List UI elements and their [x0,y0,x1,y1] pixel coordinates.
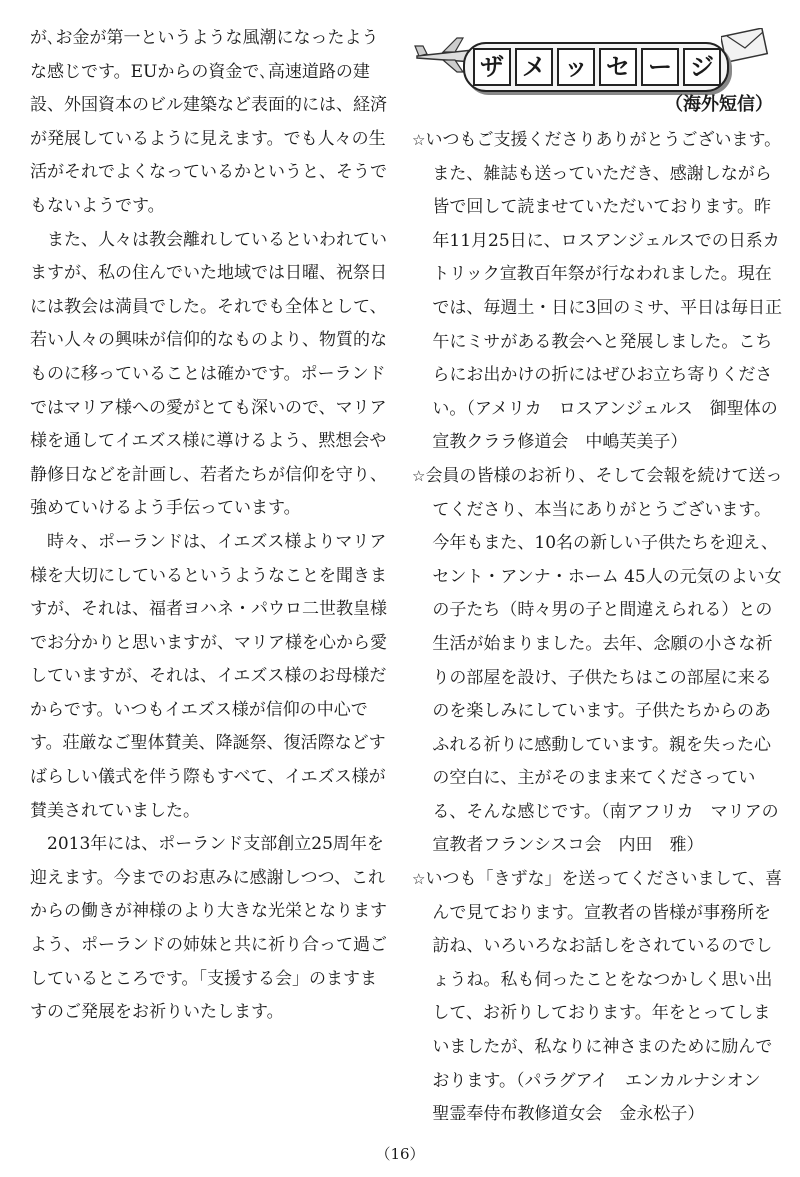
section-subtitle: （海外短信） [665,94,773,115]
star-icon: ☆ [412,466,426,485]
star-icon: ☆ [412,870,426,889]
left-column [30,22,390,1030]
paragraph: 2013年には、ポーランド支部創立25周年を迎えます。今までのお恵みに感謝しつつ、これからの働きが神様のより大きな光栄となりますよう、ポーランドの姉妹と共に祈り合って過ごしているところです。「支援する会」のますますのご発展をお祈りいたします。 [30,834,387,1023]
paragraph: また、人々は教会離れしているといわれていますが、私の住んでいた地域では日曜、祝祭日には教会は満員でした。それでも全体として、若い人々の興味が信仰的なものより、物質的なものに移っていることは確かです。ポーランドではマリア様への愛がとても深いので、マリア様を通してイエズス様に導けるよう、黙想会や静修日などを計画し、若者たちが信仰を守り、強めていけるよう手伝っています。 [30,229,387,519]
message-item [412,863,784,1132]
message-item [412,460,784,863]
right-column [412,124,784,1132]
message-text: 会員の皆様のお祈り、そして会報を続けて送ってくださり、本当にありがとうございます。今年もまた、10名の新しい子供たちを迎え、セント・アンナ・ホーム 45人の元気のよい女の子たち（時々男の子と間違えられる）との生活が始まりました。去年、念願の小さな祈りの部屋を設け、子供たちはこの部屋に来るのを楽しみにしています。子供たちからのあふれる祈りに感動しています。親を失った心の空白に、主がそのまま来てくださっている、そんな感じです。（南アフリカ マリアの宣教者フランシスコ会 内田 雅） [425,465,783,856]
title-band [463,42,729,92]
section-header [413,18,785,118]
message-text: いつも「きずな」を送ってくださいまして、喜んで見ております。宣教者の皆様が事務所を訪ね、いろいろなお話しをされているのでしょうね。私も伺ったことをなつかしく思い出して、お祈りしております。年をとってしまいましたが、私なりに神さまのために励んでおります。（パラグアイ エンカルナシオン 聖霊奉侍布教修道女会 金永松子） [425,869,783,1125]
title-char: セ [599,48,637,86]
page-number: （16） [375,1145,425,1163]
envelope-icon [721,28,769,62]
title-char: ッ [557,48,595,86]
title-char: ザ [473,48,511,86]
title-char: メ [515,48,553,86]
paragraph: 時々、ポーランドは、イエズス様よりマリア様を大切にしているというようなことを聞きますが、それは、福者ヨハネ・パウロ二世教皇様でお分かりと思いますが、マリア様を心から愛していますが、それは、イエズス様のお母様だからです。いつもイエズス様が信仰の中心です。荘厳なご聖体賛美、降誕祭、復活際などすばらしい儀式を伴う際もすべて、イエズス様が賛美されていました。 [30,531,387,821]
title-char: ー [641,48,679,86]
paragraph: が､お金が第一というような風潮になったような感じです。EUからの資金で､高速道路の建設、外国資本のビル建築など表面的には、経済が発展しているように見えます。でも人々の生活がそれでよくなっているかというと、そうでもないようです。 [30,28,387,216]
star-icon: ☆ [412,131,426,149]
title-char: ジ [683,48,721,86]
message-item [412,124,784,460]
message-text: いつもご支援くださりありがとうございます。また、雑誌も送っていただき、感謝しながら皆で回して読ませていただいております。昨年11月25日に、ロスアンジェルスでの日系カトリック宣教百年祭が行なわれました。現在では、毎週土・日に3回のミサ、平日は毎日正午にミサがある教会へと発展しました。こちらにお出かけの折にはぜひお立ち寄りください。（アメリカ ロスアンジェルス 御聖体の宣教クララ修道会 中嶋芙美子） [425,130,783,453]
